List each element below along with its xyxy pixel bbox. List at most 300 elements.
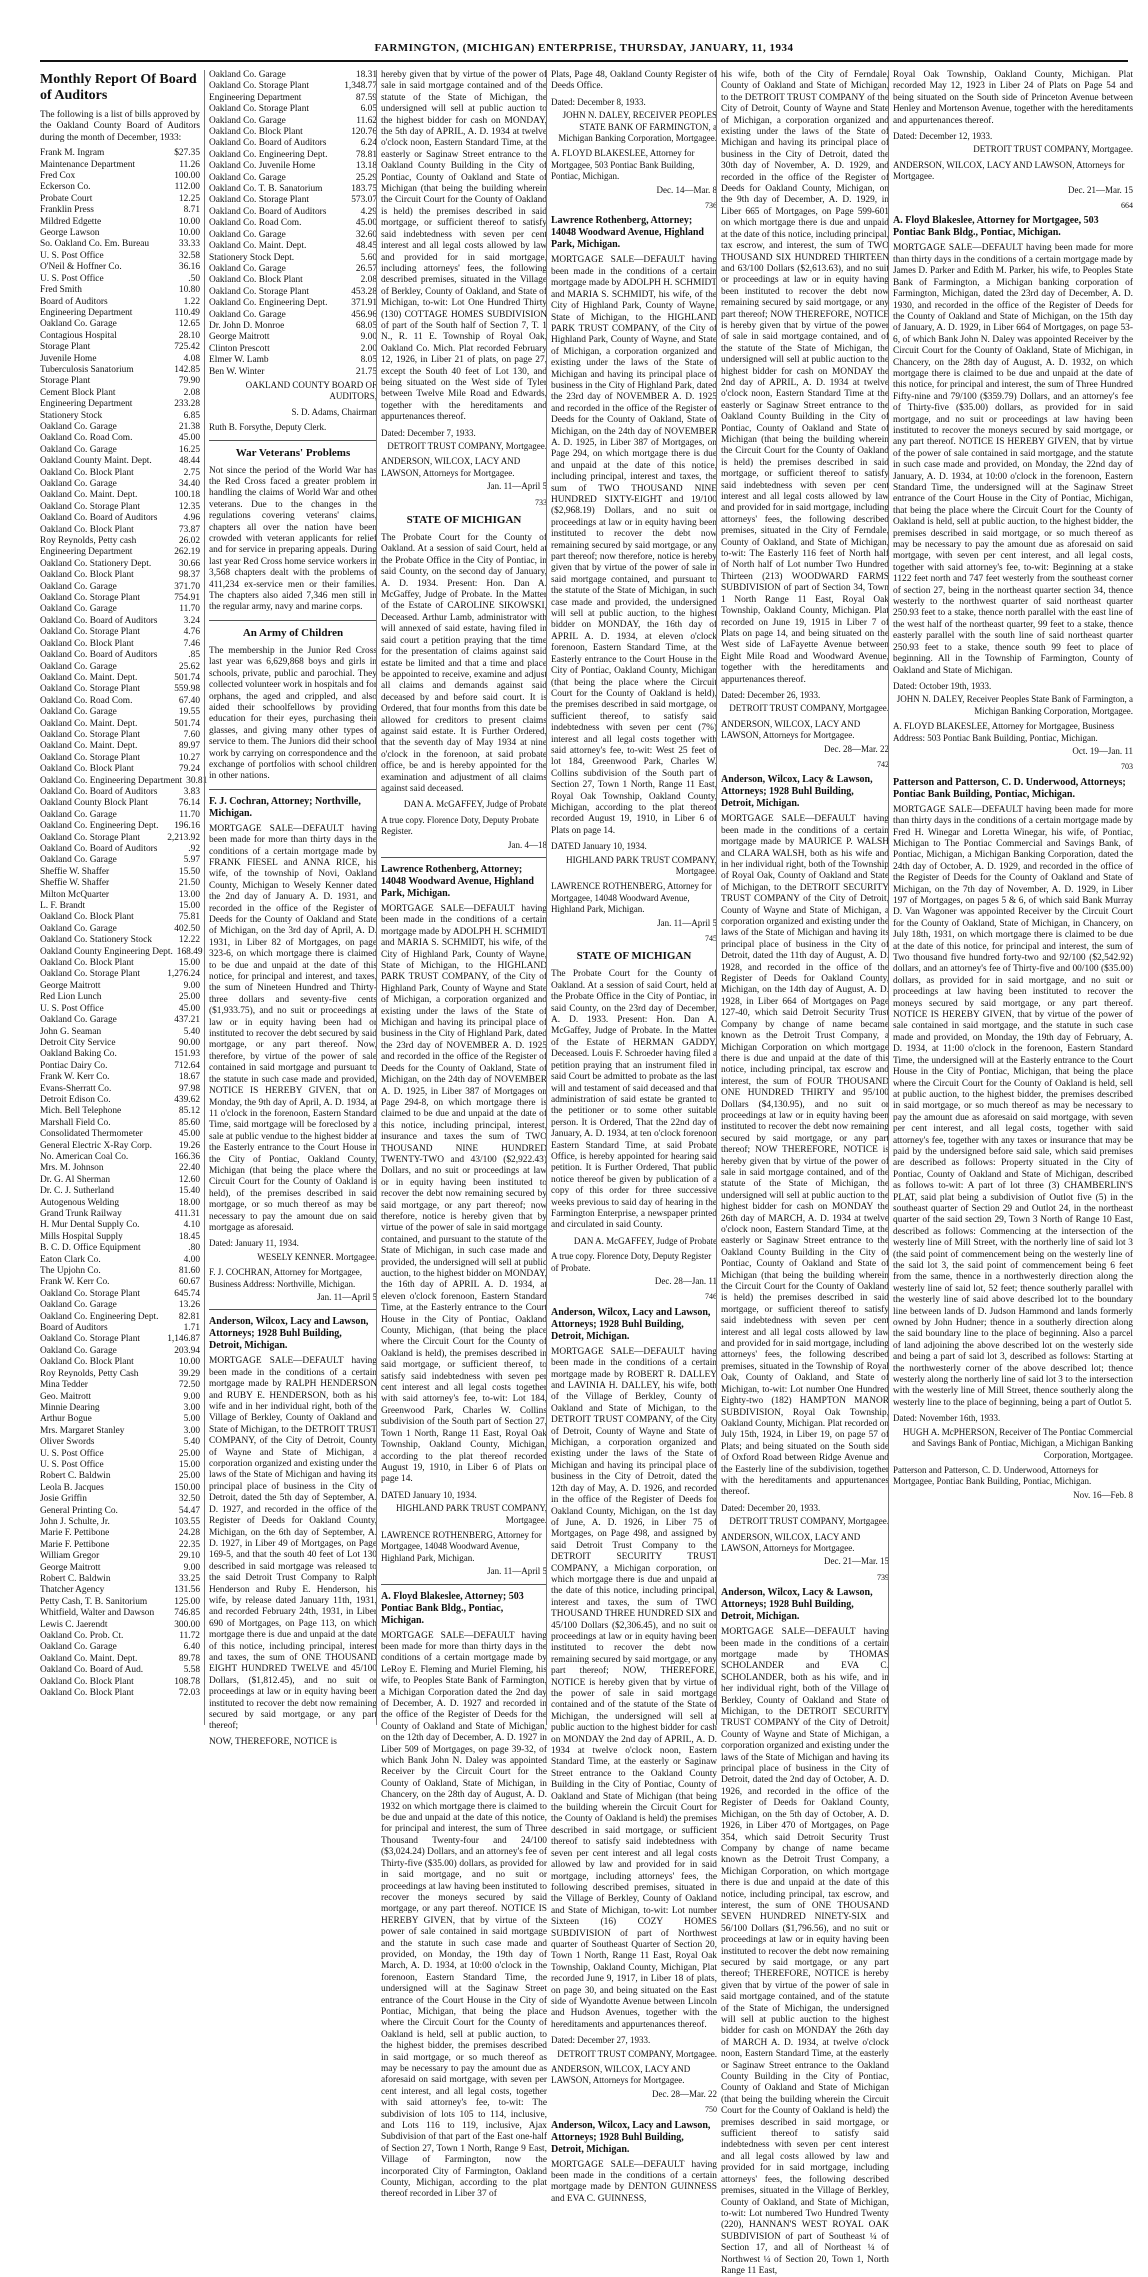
- bill-amount: 300.00: [174, 1619, 200, 1630]
- bill-entry: [40, 730, 200, 741]
- notice-run-dates: Jan. 11—April 5: [487, 481, 547, 492]
- notice-body: MORTGAGE SALE—DEFAULT having been made in the conditions of a certain mortgage made by ROBERT R. DALLEY and LAVINIA H. DALLEY, his wife, both of the Village of Berkley, County of Oakland and State of Michigan, to the DETROIT TRUST COMPANY, of the City of Detroit, County of Wayne and State of Michigan, a corporation organized and existing under the laws of the State of Michigan and having its principal place of business in the City of Detroit, dated the 12th day of May, A. D. 1926, and recorded in the office of the Register of Deeds for Oakland County, Michigan, on the 1st day of June, A. D. 1926, in Liber 75 of Mortgages, on Page 498, and assigned by said Detroit Trust Company to the DETROIT SECURITY TRUST COMPANY, a Michigan corporation, on which mortgage there is due and unpaid at the date of this notice, including principal, interest and taxes, the sum of TWO THOUSAND THREE HUNDRED SIX and 45/100 Dollars ($2,306.45), and no suit or proceedings at law or in equity having been instituted to recover the debt now remaining secured by said mortgage, or any part thereof; NOW, THEREFORE, NOTICE is hereby given that by virtue of the power of sale in said mortgage contained and of the statute of the State of Michigan, the undersigned will sell at public auction to the highest bidder for cash on MONDAY the 2nd day of APRIL, A. D. 1934 at twelve o'clock noon, Eastern Standard Time, at the easterly or Saginaw Street entrance to the Oakland County Building in the City of Pontiac, County of Oakland and State of Michigan (that being the building wherein the Circuit Court for the County of Oakland is held) the premises described in said mortgage, or sufficient thereof to satisfy said indebtedness with seven per cent interest and all legal costs allowed by law and provided for in said mortgage, including attorneys' fees, the following described premises, situated in the Village of Berkley, County of Oakland and State of Michigan, to-wit: Lot number Sixteen (16) COZY HOMES SUBDIVISION of part of Northwest quarter of Southeast Quarter of Section 20, Town 1 North, Range 11 East, Royal Oak Township, Oakland County, Michigan, Plat recorded June 9, 1917, in Liber 18 of plats, on page 30, and being situated on the East side of Wyandotte Avenue between Lincoln and Hudson Avenues, together with the hereditaments and appurtenances thereof.: [551, 1346, 717, 2030]
- bill-entry: [209, 275, 377, 286]
- bill-payee: Oakland Co. Board of Auditors: [40, 513, 158, 524]
- bill-entry: [40, 867, 200, 878]
- bill-payee: Red Lion Lunch: [40, 992, 102, 1003]
- bill-entry: [40, 513, 200, 524]
- bill-payee: Oakland Co. Garage: [209, 115, 286, 126]
- bill-amount: 437.21: [174, 1015, 200, 1026]
- bill-amount: 10.80: [178, 285, 200, 296]
- bill-entry: [40, 787, 200, 798]
- bill-payee: Robert C. Baldwin: [40, 1471, 111, 1482]
- bill-entry: [40, 901, 200, 912]
- bill-amount: 3.00: [183, 1402, 200, 1413]
- bill-payee: Evans-Sherratt Co.: [40, 1083, 112, 1094]
- bill-amount: 25.62: [178, 661, 200, 672]
- bill-entry: [209, 195, 377, 206]
- bill-entry: [40, 604, 200, 615]
- bill-amount: 9.00: [183, 1562, 200, 1573]
- bill-payee: Engineering Department: [40, 547, 133, 558]
- bill-payee: Stationery Stock: [40, 410, 103, 421]
- bill-amount: 4.10: [183, 1220, 200, 1231]
- bill-payee: Tuberculosis Sanatorium: [40, 364, 134, 375]
- bill-payee: Detroit Edison Co.: [40, 1094, 111, 1105]
- bill-payee: Oakland Co. Board of Auditors: [209, 138, 327, 149]
- bill-entry: [40, 1483, 200, 1494]
- bill-amount: .92: [188, 844, 200, 854]
- bill-entry: [209, 287, 377, 298]
- bill-entry: [209, 321, 377, 332]
- bill-entry: [40, 468, 200, 479]
- bill-amount: 13.18: [355, 161, 377, 172]
- bill-entry: [40, 433, 200, 444]
- bill-payee: Oakland Co. Garage: [40, 661, 117, 672]
- notice-number: 742: [877, 759, 889, 769]
- bill-amount: 9.00: [183, 980, 200, 991]
- bill-amount: 28.10: [178, 330, 200, 341]
- bill-entry: [40, 1300, 200, 1311]
- bill-payee: Elmer W. Lamb: [209, 355, 269, 366]
- bill-entry: [40, 593, 200, 604]
- column-6: [888, 70, 1133, 1725]
- bill-amount: 3.83: [183, 786, 200, 797]
- bill-payee: Oakland Co. Garage: [40, 1300, 117, 1311]
- bill-entry: [40, 228, 200, 239]
- bill-entry: [40, 1334, 200, 1345]
- bill-entry: [40, 1403, 200, 1414]
- deputy-clerk: Ruth B. Forsythe, Deputy Clerk.: [209, 422, 327, 433]
- bill-amount: 19.26: [178, 1140, 200, 1151]
- probate-copy: A true copy. Florence Doty, Deputy Probate Register.: [381, 814, 539, 837]
- bill-amount: .80: [188, 1243, 200, 1254]
- bill-entry: [40, 1551, 200, 1562]
- bill-payee: Oakland Co. Maint. Dept.: [40, 718, 138, 729]
- bill-amount: 8.05: [360, 355, 377, 366]
- bill-payee: Dr. G. Al Sherman: [40, 1174, 111, 1185]
- bill-entry: [40, 354, 200, 365]
- bill-entry: [209, 332, 377, 343]
- bill-entry: [40, 1392, 200, 1403]
- divider: [209, 440, 377, 441]
- bill-payee: No. American Coal Co.: [40, 1151, 129, 1162]
- bill-payee: U. S. Post Office: [40, 1003, 104, 1014]
- bill-payee: Oakland Co. Engineering Dept.: [209, 149, 328, 160]
- bill-payee: Oakland Co. Block Plant: [209, 127, 303, 138]
- bill-entry: [40, 662, 200, 673]
- bill-entry: [40, 365, 200, 376]
- bill-amount: 45.00: [178, 1129, 200, 1140]
- bill-amount: 5.40: [183, 1437, 200, 1448]
- bill-payee: Mina Tedder: [40, 1380, 88, 1391]
- bill-entry: [40, 319, 200, 330]
- bill-amount: 2.75: [183, 467, 200, 478]
- bill-entry: [40, 1437, 200, 1448]
- bill-amount: 9.00: [360, 332, 377, 343]
- notice-attorney: A. FLOYD BLAKESLEE, Attorney for Mortgagee, 503 Pontiac Bank Building, Pontiac, Michigan.: [551, 148, 695, 182]
- bill-amount: 21.50: [178, 878, 200, 889]
- bill-amount: 89.78: [178, 1653, 200, 1664]
- notice-signature: DETROIT TRUST COMPANY, Mortgagee.: [387, 441, 547, 451]
- bill-amount: 21.75: [355, 366, 377, 377]
- notice-body: MORTGAGE SALE—DEFAULT having been made in the conditions of a certain mortgage made by DENTON GUINNESS and EVA C. GUINNESS,: [551, 2159, 717, 2204]
- bill-entry: [209, 93, 377, 104]
- probate-heading: STATE OF MICHIGAN: [406, 514, 522, 527]
- notice-attorney: LAWRENCE ROTHENBERG, Attorney for Mortgagee, 14048 Woodward Avenue, Highland Park, Michigan.: [551, 881, 712, 915]
- bill-amount: 79.90: [178, 376, 200, 387]
- bill-amount: 11.70: [179, 604, 200, 615]
- bill-amount: 24.28: [178, 1528, 200, 1539]
- bill-amount: 21.38: [178, 421, 200, 432]
- notice-signature: JOHN N. DALEY, RECEIVER PEOPLES STATE BANK OF FARMINGTON, a Michigan Banking Corporation, Mortgagee.: [558, 110, 717, 144]
- notice-signature: HUGH A. McPHERSON, Receiver of The Pontiac Commercial and Savings Bank of Pontiac, Michigan, a Michigan Banking Corporation, Mortgagee.: [902, 1426, 1133, 1460]
- bill-payee: L. F. Brandt: [40, 901, 86, 912]
- auditors-bill-list-continued: [209, 70, 377, 378]
- bill-payee: Maintenance Department: [40, 159, 136, 170]
- bill-amount: 48.44: [178, 456, 200, 467]
- bill-entry: [40, 1129, 200, 1140]
- bill-entry: [40, 1015, 200, 1026]
- bill-entry: [209, 264, 377, 275]
- divider: [209, 1309, 377, 1310]
- bill-payee: Cement Block Plant: [40, 387, 116, 398]
- bill-entry: [40, 331, 200, 342]
- bill-payee: Oakland Co. Engineering Department: [40, 775, 183, 786]
- bill-amount: 67.40: [178, 695, 200, 706]
- bill-payee: Lewis C. Jaerendt: [40, 1619, 108, 1630]
- bill-payee: Oakland Co. Block Plant: [40, 912, 134, 923]
- bill-entry: [40, 376, 200, 387]
- notice-signature: DETROIT TRUST COMPANY, Mortgagee.: [557, 2048, 717, 2059]
- probate-judge: DAN A. McGAFFEY, Judge of Probate: [403, 799, 547, 810]
- bill-payee: Oakland Co. Maint. Dept.: [40, 672, 138, 683]
- notice-body-continued: hereby given that by virtue of the power of sale in said mortgage contained and of the statute of the State of Michigan, the undersigned will sell at public auction to the highest bidder for cash on MONDAY, the 5th day of APRIL, A. D. 1934 at twelve o'clock noon, Eastern Standard Time, at the easterly or Saginaw Street entrance to the Oakland County Building in the City of Pontiac, County of Oakland and State of Michigan (that being the building wherein the Circuit Court for the County of Oakland is held) the premises described in said mortgage, or sufficient thereof to satisfy said indebtedness with seven per cent interest and all legal costs allowed by law and provided for in said mortgage, including attorneys' fees, the following described premises, situated in the Village of Berkley, County of Oakland, and State of Michigan, to-wit: Lot One Hundred Thirty (130) COTTAGE HOMES SUBDIVISION of part of the South half of Section 7, T. 1 N., R. 11 E. Township of Royal Oak, Oakland Co. Mich. Plat recorded February 12, 1926, in Liber 21 of plats, on page 27, except the South 40 feet of Lot 130, and being situated on the West side of Tyler between Twelve Mile Road and Edwards, together with the hereditaments and appurtenances thereof.: [381, 70, 547, 423]
- bill-payee: Dr. John D. Monroe: [209, 320, 285, 331]
- bill-payee: Dr. C. J. Sutherland: [40, 1186, 114, 1197]
- bill-amount: .50: [188, 273, 200, 284]
- bill-entry: [40, 981, 200, 992]
- bill-payee: Oakland Co. Garage: [40, 1345, 117, 1356]
- bill-payee: Oakland Co. Garage: [40, 444, 117, 455]
- bill-entry: [40, 810, 200, 821]
- bill-payee: Oakland Co. Maint. Dept.: [209, 241, 307, 252]
- bill-amount: 4.76: [183, 627, 200, 638]
- bill-entry: [40, 798, 200, 809]
- bill-payee: So. Oakland Co. Em. Bureau: [40, 239, 150, 250]
- bill-payee: Sheffie W. Shaffer: [40, 878, 110, 889]
- bill-amount: 98.37: [178, 570, 200, 581]
- bill-entry: [40, 1243, 200, 1254]
- bill-entry: [40, 490, 200, 501]
- bill-amount: 32.60: [355, 229, 377, 240]
- bill-amount: 9.00: [183, 1391, 200, 1402]
- notice-number: 664: [1121, 201, 1133, 211]
- bill-amount: 45.00: [178, 433, 200, 444]
- notice-number: 733: [535, 497, 547, 507]
- bill-entry: [209, 81, 377, 92]
- bill-amount: 13.26: [178, 1300, 200, 1311]
- bill-entry: [40, 1220, 200, 1231]
- bill-amount: 5.97: [183, 855, 200, 866]
- bill-entry: [40, 1449, 200, 1460]
- bill-payee: Detroit City Service: [40, 1037, 116, 1048]
- notice-body: MORTGAGE SALE—DEFAULT having been made in the conditions of a certain mortgage made by MAURICE P. WALSH and CLARA WALSH, both as his wife and in her individual right, both of the Township of Royal Oak, County of Oakland and State of Michigan, to the DETROIT SECURITY TRUST COMPANY of the City of Detroit, County of Wayne and State of Michigan, a corporation organized and existing under the laws of the State of Michigan and having its principal place of business in the City of Detroit, dated the 11th day of August, A. D. 1928, and recorded in the office of the Register of Deeds for Oakland County, Michigan, on the 14th day of August, A. D. 1928, in Liber 664 of Mortgages on Page 127-40, which said Detroit Security Trust Company by change of name became known as the Detroit Trust Company, a Michigan Corporation on which mortgage there is due and unpaid at the date of this notice, including principal, tax escrow and interest, the sum of FOUR THOUSAND ONE HUNDRED THIRTY and 95/100 Dollars ($4,130.95), and no suit or proceedings at law or in equity having been instituted to recover the debt now remaining secured by said mortgage, or any part thereof; NOW THEREFORE, NOTICE is hereby given that by virtue of the power of sale in said mortgage contained, and of the statute of the State of Michigan, the undersigned will sell at public auction to the highest bidder for cash on MONDAY the 26th day of MARCH, A. D. 1934 at twelve o'clock noon, Eastern Standard Time, at the easterly or Saginaw Street entrance to the Oakland County Building in the City of Pontiac, County of Oakland and State of Michigan (that being the building wherein the Circuit Court for the County of Oakland is held) the premises described in said mortgage, or sufficient thereof to satisfy said indebtedness with seven per cent interest and all legal costs allowed by law and provided for in said mortgage, including attorneys' fees, the following described premises, situated in the Township of Royal Oak, County of Oakland, and State of Michigan, to-wit: Lot number One Hundred Eighty-two (182) HAMPTON MANOR SUBDIVISION, Royal Oak Township, Oakland County, Michigan. Plat recorded on July 15th, 1924, in Liber 19, on page 57 of Plats; and being situated on the South side of Oxford Road between Ridge Avenue and the Easterly line of the subdivision, together with the hereditaments and appurtenances thereof.: [721, 814, 889, 1498]
- bill-amount: 725.42: [174, 342, 200, 353]
- bill-amount: 6.40: [183, 1642, 200, 1653]
- bill-entry: [209, 310, 377, 321]
- bill-entry: [40, 502, 200, 513]
- bill-payee: Franklin Press: [40, 205, 94, 216]
- probate-judge: DAN A. McGAFFEY, Judge of Probate: [573, 1235, 717, 1246]
- bill-entry: [40, 1072, 200, 1083]
- bill-payee: U. S. Post Office: [40, 250, 104, 261]
- bill-payee: Clinton Prescott: [209, 343, 270, 354]
- bill-amount: 79.24: [178, 764, 200, 775]
- bill-entry: [40, 1255, 200, 1266]
- bill-entry: [40, 1061, 200, 1072]
- bill-payee: Oakland Co. Stationery Stock: [40, 935, 152, 946]
- bill-payee: Oakland Co. Block Plant: [40, 764, 134, 775]
- bill-entry: [40, 1506, 200, 1517]
- bill-payee: Consolidated Thermometer: [40, 1129, 143, 1140]
- bill-amount: 87.59: [355, 92, 377, 103]
- bill-entry: [40, 570, 200, 581]
- bill-amount: 26.02: [178, 536, 200, 547]
- bill-amount: 125.00: [174, 1596, 200, 1607]
- bill-payee: Whitfield, Walter and Dawson: [40, 1608, 155, 1619]
- bill-payee: Frank W. Kerr Co.: [40, 1072, 110, 1083]
- bill-entry: [40, 1198, 200, 1209]
- bill-payee: Oakland Co. Block Plant: [40, 1688, 134, 1699]
- bill-entry: [40, 1209, 200, 1220]
- chairman-signature: S. D. Adams, Chairman: [291, 406, 377, 417]
- bill-payee: Oakland Co. Storage Plant: [40, 684, 140, 695]
- bill-amount: 85.12: [178, 1106, 200, 1117]
- bill-payee: Grand Trunk Railway: [40, 1209, 122, 1219]
- bill-payee: Oakland Co. Storage Plant: [40, 501, 140, 512]
- bill-payee: Oakland Co. Garage: [209, 70, 286, 80]
- bill-payee: Oakland Co. Block Plant: [40, 524, 134, 535]
- bill-payee: Oakland Co. Garage: [209, 229, 286, 240]
- bill-payee: Ben W. Winter: [209, 366, 265, 377]
- bill-amount: 76.14: [178, 798, 200, 809]
- bill-amount: 97.98: [178, 1083, 200, 1094]
- notice-run-dates: Dec. 21—Mar. 15: [824, 1556, 889, 1567]
- bill-amount: 12.22: [178, 935, 200, 946]
- bill-entry: [40, 1642, 200, 1653]
- bill-payee: Oakland Co. Board of Auditors: [40, 844, 158, 854]
- bill-entry: [209, 218, 377, 229]
- column-3: [376, 70, 551, 2200]
- bill-amount: 754.91: [174, 593, 200, 604]
- bill-entry: [40, 194, 200, 205]
- bill-payee: Oakland Co. Garage: [40, 707, 117, 718]
- bill-payee: Frank M. Ingram: [40, 148, 105, 159]
- bill-payee: U. S. Post Office: [40, 1448, 104, 1459]
- bill-entry: [40, 696, 200, 707]
- notice-continued: NOW, THEREFORE, NOTICE is: [209, 1736, 337, 1747]
- bill-amount: 18.00: [178, 1197, 200, 1208]
- bill-entry: [209, 253, 377, 264]
- bill-amount: 131.56: [174, 1585, 200, 1596]
- notice-date: Dated: December 12, 1933.: [893, 131, 993, 142]
- notice-number: 746: [705, 1292, 717, 1302]
- bill-payee: Eaton Clark Co.: [40, 1254, 101, 1265]
- bill-payee: Engineering Department: [40, 399, 133, 410]
- bill-entry: [40, 1084, 200, 1095]
- bill-amount: 439.62: [174, 1094, 200, 1105]
- probate-run-dates: Jan. 4—18: [508, 839, 547, 850]
- bill-payee: Probate Court: [40, 193, 93, 204]
- bill-payee: Roy Reynolds, Petty cash: [40, 536, 137, 547]
- notice-date: Dated: December 20, 1933.: [721, 1502, 821, 1513]
- bill-entry: [40, 1027, 200, 1038]
- bill-amount: 3.24: [183, 615, 200, 626]
- notice-attorney: LAWRENCE ROTHENBERG, Attorney for Mortgagee, 14048 Woodward Avenue, Highland Park, Michigan.: [381, 1529, 542, 1563]
- bill-entry: [40, 1426, 200, 1437]
- bill-entry: [40, 1677, 200, 1688]
- bill-entry: [40, 205, 200, 216]
- probate-copy: A true copy. Florence Doty, Deputy Register of Probate.: [551, 1251, 712, 1273]
- notice-attorney: F. J. COCHRAN, Attorney for Mortgagee, Business Address: Northville, Michigan.: [209, 1267, 363, 1289]
- bill-amount: 142.85: [174, 364, 200, 375]
- bill-payee: Oakland Co. Garage: [40, 809, 117, 820]
- probate-body: The Probate Court for the County of Oakland. At a session of said Court, held at the Probate Office in the City of Pontiac, in said County, on the second day of January, A. D. 1934. Present: Hon. Dan A. McGaffey, Judge of Probate. In the Matter of the Estate of CAROLINE SIKOWSKI, Deceased. Arthur Lamb, administrator with will annexed of said estate, having filed in said court a petition praying that the time for the presentation of claims against said estate be limited and that a time and place be appointed to receive, examine and adjust all claims and demands against said deceased by and before said court. It is Ordered, that four months from this date be allowed for creditors to present claims against said estate. It is Further Ordered, that the seventh day of May 1934 at nine o'clock in the forenoon, at said probate office, be and is hereby appointed for the examination and adjustment of all claims against said deceased.: [381, 533, 547, 794]
- bill-payee: Fred Smith: [40, 285, 82, 296]
- notice-date: Dated: November 16th, 1933.: [893, 1413, 1001, 1424]
- bill-amount: 1,146.87: [167, 1334, 200, 1345]
- notice-date: Dated: December 26, 1933.: [721, 689, 821, 700]
- bill-entry: [40, 958, 200, 969]
- notice-date: Dated: December 27, 1933.: [551, 2035, 651, 2046]
- notice-date: Dated: December 7, 1933.: [381, 427, 476, 438]
- bill-amount: 108.78: [174, 1676, 200, 1687]
- board-signature: OAKLAND COUNTY BOARD OF AUDITORS,: [245, 379, 377, 402]
- bill-payee: Oakland County Engineering Dept.: [40, 946, 173, 957]
- bill-entry: [40, 1346, 200, 1357]
- bill-amount: 18.31: [355, 70, 377, 80]
- bill-payee: Oakland Co. Storage Plant: [40, 1334, 140, 1345]
- bill-amount: 746.85: [174, 1608, 200, 1619]
- bill-payee: Oakland Co. Maint. Dept.: [40, 490, 138, 501]
- bill-amount: 15.00: [178, 1459, 200, 1470]
- bill-entry: [40, 547, 200, 558]
- veterans-article: Not since the period of the World War has the Red Cross faced a greater problem in handling the claims of World War and other veterans. Due to the changes in the regulations covering veterans' claims, chapters all over the nation have been crowded with veteran applicants for relief and for service in preparing appeals. During last year Red Cross home service workers in 3,568 chapters dealt with the problems of 411,234 ex-service men or their families. The chapters also aided 7,346 men still in the regular army, navy and marine corps.: [209, 465, 377, 613]
- bill-entry: [40, 1517, 200, 1528]
- bill-entry: [40, 1312, 200, 1323]
- bill-amount: 60.67: [178, 1277, 200, 1288]
- bill-amount: 12.65: [178, 319, 200, 330]
- bill-amount: 453.28: [351, 286, 377, 297]
- notice-run-dates: Oct. 19—Jan. 11: [1072, 745, 1133, 756]
- notice-signature: HIGHLAND PARK TRUST COMPANY, Mortgagee.: [396, 1503, 547, 1525]
- bill-amount: 120.76: [351, 127, 377, 138]
- bill-payee: Oakland Co. Board of Aud.: [40, 1665, 144, 1676]
- bill-payee: Oakland Co. Garage: [40, 1642, 117, 1653]
- notice-body: MORTGAGE SALE—DEFAULT having been made for more than thirty days in the conditions of a certain mortgage made by FRANK FIESEL and ANNA RICE, his wife, of the township of Novi, Oakland County, Michigan to Wesely Kenner dated the 2nd day of January A. D. 1931, and recorded in the office of the Register of Deeds for the County of Oakland and State of Michigan, on the 3rd day of April, A. D. 1931, in Liber 82 of Mortgages, on page 323-6, on which mortgage there is claimed to be due and unpaid at the date of this notice, for principal and interest, and taxes, the sum of Nineteen Hundred and Thirty-three dollars and seventy-five cents ($1,933.75), and no suit or proceedings at law or in equity having been had or instituted to recover the debt secured by said mortgage, or any part thereof. Now, therefore, by virtue of the power of sale contained in said mortgage and pursuant to the statute in such case made and provided, NOTICE IS HEREBY GIVEN, that on Monday, the 9th day of April, A. D. 1934, at 11 o'clock in the forenoon, Eastern Standard Time, said mortgage will be foreclosed by a sale at public vendue to the highest bidder at the Easterly entrance to the Court House in the City of Pontiac, Oakland County, Michigan (that being the place where the Circuit Court for the County of Oakland is held), of the premises described in said mortgage, or so much thereof as may be necessary to pay the amount due on said mortgage as aforesaid.: [209, 823, 377, 1233]
- bill-payee: Oakland Co. Block Plant: [40, 1357, 134, 1368]
- bill-payee: Storage Plant: [40, 376, 91, 387]
- probate-run-dates: Dec. 28—Jan. 11: [654, 1276, 717, 1286]
- bill-payee: General Electric X-Ray Corp.: [40, 1140, 152, 1151]
- bill-entry: [40, 684, 200, 695]
- bill-amount: 100.18: [174, 490, 200, 501]
- bill-entry: [40, 1540, 200, 1551]
- bill-payee: Oakland Co. Storage Plant: [40, 752, 140, 763]
- bill-entry: [40, 1266, 200, 1277]
- bill-amount: 371.91: [351, 298, 377, 309]
- probate-body: The Probate Court for the County of Oakland. At a session of said Court, held at the Probate Office in the City of Pontiac, in said County, on the 23rd day of December, A. D. 1933. Present: Hon. Dan A. McGaffey, Judge of Probate. In the Matter of the Estate of HERMAN GADDY, Deceased. Louis F. Schroeder having filed a petition praying that an instrument filed in said Court be admitted to probate as the last will and testament of said deceased and that administration of said estate be granted to the petitioner or to some other suitable person. It is Ordered, That the 22nd day of January, A. D. 1934, at ten o'clock forenoon Eastern Standard Time, at said Probate Office, is hereby appointed for hearing said petition. It is Further Ordered, That public notice thereof be given by publication of a copy of this order for three successive weeks previous to said day of hearing in the Farmington Enterprise, a newspaper printed and circulated in said County.: [551, 969, 717, 1231]
- bill-payee: Oakland County Maint. Dept.: [40, 456, 152, 467]
- bill-entry: [40, 992, 200, 1003]
- bill-entry: [40, 616, 200, 627]
- bill-amount: 10.00: [178, 228, 200, 239]
- bill-amount: 90.00: [178, 1037, 200, 1048]
- bill-amount: 45.00: [178, 1003, 200, 1014]
- bill-payee: Mills Hospital Supply: [40, 1231, 123, 1242]
- bill-payee: Sheffie W. Shaffer: [40, 866, 110, 877]
- bill-entry: [40, 1494, 200, 1505]
- bill-entry: [40, 639, 200, 650]
- bill-payee: Mich. Bell Telephone: [40, 1106, 122, 1117]
- bill-amount: 1.71: [183, 1323, 200, 1334]
- bill-entry: [40, 1369, 200, 1380]
- bill-payee: George Lawson: [40, 228, 100, 239]
- bill-amount: 168.49: [176, 946, 203, 957]
- bill-entry: [209, 127, 377, 138]
- notice-run-dates: Dec. 28—Mar. 22: [652, 2088, 717, 2099]
- bill-entry: [209, 116, 377, 127]
- bill-payee: Oakland Co. Maint. Dept.: [40, 1653, 138, 1664]
- notice-body: MORTGAGE SALE—DEFAULT having been made for more than thirty days in the conditions of a certain mortgage made by James D. Parker and Edith M. Parker, his wife, to Peoples State Bank of Farmington, a Michigan banking corporation of Farmington, Michigan, dated the 23rd day of December, A. D. 1930, and recorded in the office of the Register of Deeds for the County of Oakland and State of Michigan, on the 15th day of January, A. D. 1929, in Liber 664 of Mortgages, on page 53-6, of which Bank John N. Daley was appointed Receiver by the Circuit Court for the County of Oakland, State of Michigan, in Chancery, on the 28th day of August, A. D. 1932, on which mortgage there is claimed to be due and unpaid at the date of this notice, for principal and interest, the sum of Three Hundred Fifty-nine and 79/100 ($359.79) Dollars, and an attorney's fee of Thirty-five ($35.00) dollars, as provided for in said mortgage, and no suit or proceedings at law having been instituted to recover the moneys secured by said mortgage, or any part thereof. NOTICE IS HEREBY GIVEN, that by virtue of the power of sale contained in said mortgage, and the statute in such case made and provided, on Monday, the 22nd day of January, A. D. 1934, at 10:00 o'clock in the forenoon, Eastern Standard Time, the undersigned will at the Saginaw Street entrance of the Court House in the City of Pontiac, Michigan, that being the place where the Circuit Court for the County of Oakland is held, sell at public auction, to the highest bidder, the premises described in said mortgage, or so much thereof as may be necessary to pay the amount due as aforesaid on said mortgage, with seven per cent interest, and all legal costs, together with said attorney's fee, to-wit: Beginning at a stake 1122 feet north and 747 feet westerly from the southeast corner of section 27, being in the northeast quarter section 34, thence westerly to the northwest quarter of said northeast quarter 250.93 feet to a stake, thence north parallel with the east line of the west half of the northeast quarter, 99 feet to a stake, thence easterly parallel with the south line of said northeast quarter 250.93 feet to a stake, thence south 99 feet to place of beginning. All in the Township of Farmington, County of Oakland and State of Michigan.: [893, 243, 1133, 676]
- bill-amount: 15.50: [178, 866, 200, 877]
- bill-payee: Juvenile Home: [40, 353, 97, 364]
- masthead-rule: [40, 60, 1128, 62]
- bill-payee: Oakland Co. Board of Auditors: [40, 650, 158, 661]
- bill-payee: Oakland Co. Storage Plant: [209, 286, 309, 297]
- bill-amount: 6.24: [360, 138, 377, 149]
- bill-payee: Oakland Co. Road Com.: [40, 433, 133, 444]
- bill-entry: [209, 70, 377, 81]
- bill-payee: Oakland Co. Storage Plant: [40, 593, 140, 604]
- bill-entry: [40, 559, 200, 570]
- bill-entry: [40, 1323, 200, 1334]
- auditors-report-title: Monthly Report Of Board of Auditors: [40, 72, 197, 103]
- bill-entry: [209, 298, 377, 309]
- bill-payee: B. C. D. Office Equipment: [40, 1243, 141, 1254]
- bill-entry: [40, 536, 200, 547]
- bill-payee: U. S. Post Office: [40, 1459, 104, 1470]
- bill-entry: [40, 1186, 200, 1197]
- bill-amount: 4.00: [183, 1254, 200, 1265]
- bill-amount: 196.16: [174, 821, 200, 832]
- bill-payee: Stationery Stock Dept.: [209, 252, 295, 263]
- bill-payee: Oakland Co. Board of Auditors: [209, 206, 327, 217]
- bill-payee: Oakland Baking Co.: [40, 1049, 117, 1060]
- bill-amount: 34.40: [178, 479, 200, 489]
- bill-entry: [40, 171, 200, 182]
- notice-heading: Anderson, Wilcox, Lacy and Lawson, Attorneys; 1928 Buhl Building, Detroit, Michigan.: [551, 1306, 711, 1342]
- notice-attorney: ANDERSON, WILCOX, LACY AND LAWSON, Attorneys for Mortgagee.: [551, 2064, 691, 2086]
- bill-entry: [40, 1608, 200, 1619]
- bill-amount: 151.93: [174, 1049, 200, 1060]
- notice-body: MORTGAGE SALE—DEFAULT having been made in the conditions of a certain mortgage made by ADOLPH H. SCHMIDT and MARIA S. SCHMIDT, his wife, of the City of Highland Park, County of Wayne, State of Michigan, to the HIGHLAND PARK TRUST COMPANY, of the City of Highland Park, County of Wayne and State of Michigan, a corporation organized and existing under the laws of the State of Michigan and having its principal place of business in the City of Highland Park, dated the 23rd day of NOVEMBER A. D. 1925 and recorded in the office of the Register of Deeds for the County of Oakland, State of Michigan, on the 24th day of NOVEMBER A. D. 1925, in Liber 387 of Mortgages on Page 294-8, on which mortgage there is claimed to be due and unpaid at the date of this notice, including principal, interest, insurance and taxes the sum of TWO THOUSAND NINE HUNDRED TWENTY-TWO and 43/100 ($2,922.43) Dollars, and no suit or proceedings at law or in equity having been instituted to recover the debt now remaining secured by said mortgage, or any part thereof; now therefore, notice is hereby given that by virtue of the power of sale in said mortgage contained, and pursuant to the statute of the State of Michigan, in such case made and provided, the undersigned will sell at public auction, to the highest bidder on MONDAY, the 16th day of APRIL A. D. 1934, at eleven o'clock forenoon, Eastern Standard Time, at the Easterly entrance to the Court House in the City of Pontiac, Oakland County, Michigan, (that being the place where the Circuit Court for the County of Oakland is held), the premises described in said mortgage, or sufficient thereof, to satisfy said indebtedness with seven per cent interest and all legal costs together with said attorney's fee, to-wit: Lot 184, Greenwood Park, Charles W. Collins subdivision of the South part of Section 27, Town 1 North, Range 11 East, Royal Oak Township, Oakland County, Michigan, according to the plat thereof recorded August 19, 1910, in Liber 6 of Plats on page 14.: [381, 904, 547, 1485]
- bill-amount: 7.46: [183, 638, 200, 649]
- bill-payee: Oakland Co. Garage: [40, 923, 117, 934]
- bill-amount: 15.00: [178, 958, 200, 969]
- bill-entry: [40, 673, 200, 684]
- bill-amount: 2,213.92: [167, 832, 200, 843]
